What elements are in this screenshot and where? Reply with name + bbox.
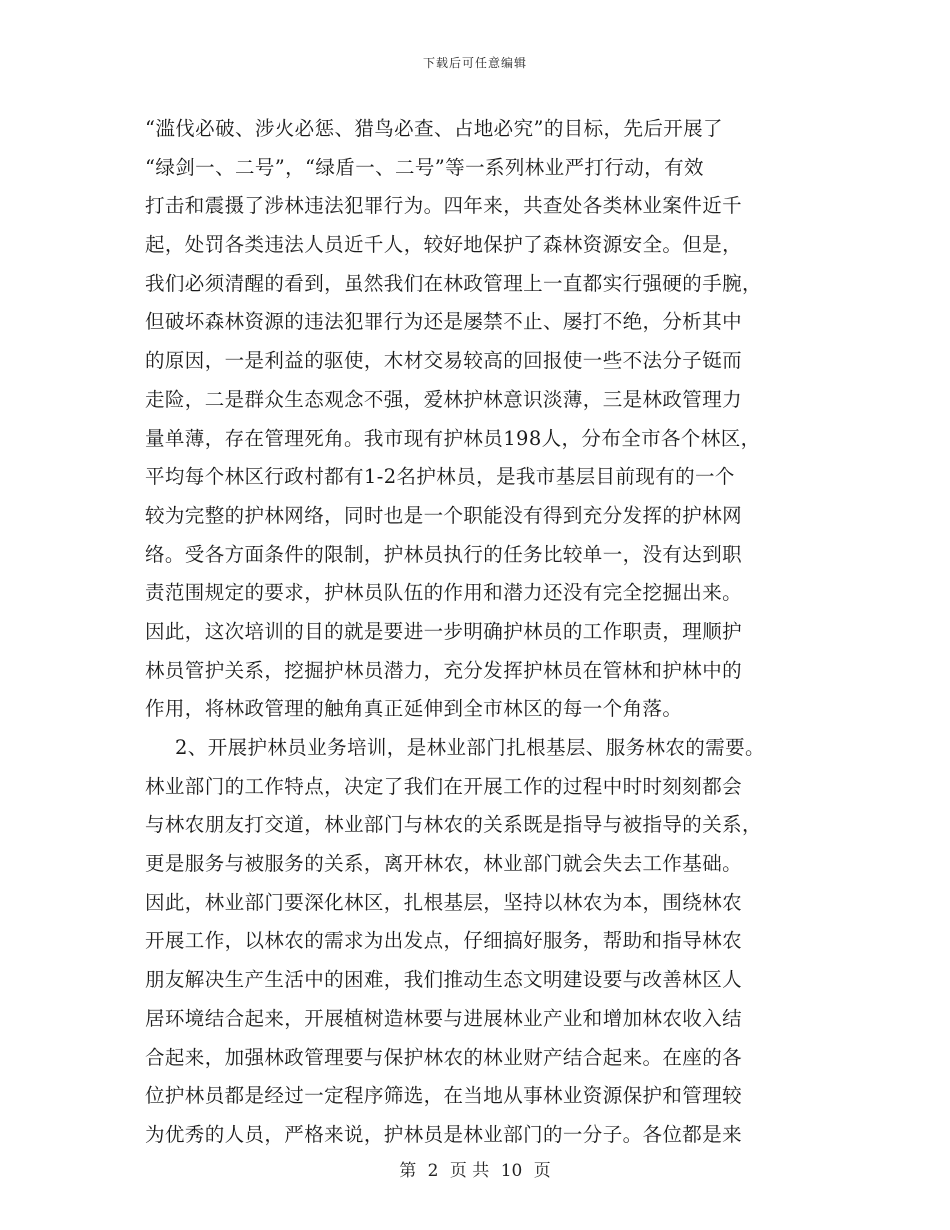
page-prefix: 第	[399, 1161, 417, 1181]
page-footer	[0, 1156, 950, 1181]
text-line: 平均每个林区行政村都有1-2名护林员，是我市基层目前现有的一个	[145, 465, 735, 489]
text-line: 我们必须清醒的看到，虽然我们在林政管理上一直都实行强硬的手腕，	[145, 271, 762, 295]
header-note: 下载后可任意编辑	[422, 56, 527, 70]
text-line: 位护林员都是经过一定程序筛选，在当地从事林业资源保护和管理较	[145, 1084, 743, 1108]
paragraph-start-line: 2、开展护林员业务培训，是林业部门扎根基层、服务林农的需要。	[175, 736, 765, 759]
text-line: 更是服务与被服务的关系，离开林农，林业部门就会失去工作基础。	[145, 852, 743, 876]
text-line: “绿剑一、二号”，“绿盾一、二号”等一系列林业严打行动，有效	[145, 155, 704, 179]
text-line: 打击和震摄了涉林违法犯罪行为。四年来，共查处各类林业案件近千	[145, 194, 743, 218]
text-line: 络。受各方面条件的限制，护林员执行的任务比较单一，没有达到职	[145, 542, 743, 566]
page-total: 10	[500, 1161, 523, 1181]
text-line: 朋友解决生产生活中的困难，我们推动生态文明建设要与改善林区人	[145, 968, 743, 992]
text-line: 走险，二是群众生态观念不强，爱林护林意识淡薄，三是林政管理力	[145, 387, 743, 411]
text-line: 因此，林业部门要深化林区，扎根基层，坚持以林农为本，围绕林农	[145, 890, 743, 914]
page-suffix: 页	[533, 1161, 551, 1181]
text-line: 的原因，一是利益的驱使，木材交易较高的回报使一些不法分子铤而	[145, 349, 743, 373]
text-line: 与林农朋友打交道，林业部门与林农的关系既是指导与被指导的关系，	[145, 813, 762, 837]
text-line: 但破坏森林资源的违法犯罪行为还是屡禁不止、屡打不绝，分析其中	[145, 310, 743, 334]
text-line: 为优秀的人员，严格来说，护林员是林业部门的一分子。各位都是来	[145, 1122, 743, 1146]
page-mid: 页 共	[449, 1161, 490, 1181]
text-line: 量单薄，存在管理死角。我市现有护林员198人，分布全市各个林区，	[145, 426, 761, 450]
text-line: 责范围规定的要求，护林员队伍的作用和潜力还没有完全挖掘出来。	[145, 581, 743, 605]
text-line: 居环境结合起来，开展植树造林要与进展林业产业和增加林农收入结	[145, 1006, 743, 1030]
body-text	[145, 110, 800, 1155]
text-line: 合起来，加强林政管理要与保护林农的林业财产结合起来。在座的各	[145, 1045, 743, 1069]
text-line: 开展工作，以林农的需求为出发点，仔细搞好服务，帮助和指导林农	[145, 929, 743, 953]
text-line: 较为完整的护林网络，同时也是一个职能没有得到充分发挥的护林网	[145, 503, 743, 527]
text-line: 林业部门的工作特点，决定了我们在开展工作的过程中时时刻刻都会	[145, 774, 743, 798]
text-line: “滥伐必破、涉火必惩、猎鸟必查、占地必究”的目标，先后开展了	[145, 117, 723, 140]
text-line: 起，处罚各类违法人员近千人，较好地保护了森林资源安全。但是，	[145, 233, 743, 257]
text-line: 作用，将林政管理的触角真正延伸到全市林区的每一个角落。	[145, 697, 683, 721]
text-line: 林员管护关系，挖掘护林员潜力，充分发挥护林员在管林和护林中的	[145, 658, 743, 682]
page-number: 2	[427, 1161, 439, 1181]
text-line: 因此，这次培训的目的就是要进一步明确护林员的工作职责，理顺护	[145, 619, 743, 643]
